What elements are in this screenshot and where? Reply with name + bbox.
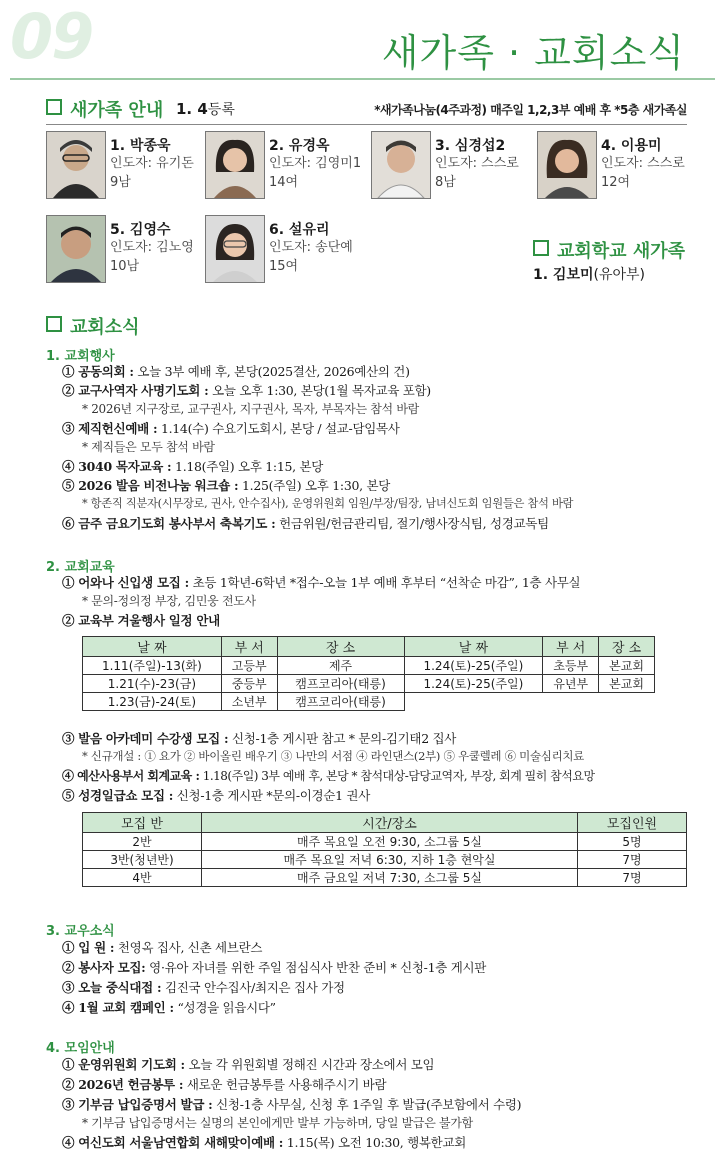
news-line-label: ⑥ 금주 금요기도회 봉사부서 축복기도 :: [62, 516, 276, 531]
news-line-label: ① 어와나 신입생 모집 :: [62, 575, 189, 590]
table-row: [83, 851, 687, 869]
news-line-text: 1.25(주일) 오후 1:30, 본당: [238, 478, 391, 493]
news-line-text: 1.15(목) 오전 10:30, 행복한교회: [283, 1135, 467, 1150]
table-header-row: [83, 813, 687, 833]
table-cell: [404, 693, 543, 711]
news-line: [62, 938, 262, 956]
member-name: 1. 박종욱: [110, 138, 171, 154]
table-cell: 본교회: [599, 675, 655, 693]
section-divider: [46, 124, 687, 125]
table-cell: 초등부: [543, 657, 599, 675]
person-photo-icon: [205, 131, 265, 199]
news-line-text: 김진국 안수집사/최지은 집사 가정: [161, 980, 345, 995]
table-header-cell: 모집인원: [578, 813, 687, 833]
member-card: [537, 131, 697, 201]
table-row: [83, 657, 655, 675]
news-line-label: ③ 기부금 납입증명서 발급 :: [62, 1097, 213, 1112]
member-card: [371, 131, 531, 201]
table-header-row: [83, 637, 655, 657]
news-line-text: 헌금위원/헌금관리팀, 절기/행사장식팀, 성경교독팀: [275, 516, 549, 531]
news-line-label: ① 공동의회 :: [62, 364, 134, 379]
member-name: 2. 유경옥: [269, 138, 330, 154]
news-line: [62, 573, 580, 591]
member-age: 8남: [435, 175, 456, 190]
table-cell: [599, 693, 655, 711]
subsection-title: 4. 모임안내: [46, 1041, 115, 1056]
table-cell: 1.24(토)-25(주일): [404, 675, 543, 693]
news-note: * 2026년 지구장로, 교구권사, 지구권사, 목자, 부목자는 참석 바람: [82, 402, 419, 416]
news-line: [62, 1133, 466, 1151]
table-cell: 캠프코리아(태릉): [277, 693, 404, 711]
news-line: [62, 457, 323, 475]
news-line: [62, 767, 595, 784]
person-photo-icon: [205, 215, 265, 283]
news-note: * 항존직 직분자(시무장로, 권사, 안수집사), 운영위원회 임원/부장/팀장, 남녀신도회 임원들은 참석 바람: [82, 497, 574, 510]
news-line-text: 1.18(주일) 오후 1:15, 본당: [171, 459, 324, 474]
news-line-text: 오늘 오후 1:30, 본당(1월 목자교육 포함): [208, 383, 431, 398]
news-note: * 제직들은 모두 참석 바람: [82, 440, 215, 454]
news-line-label: ⑤ 2026 발음 비전나눔 워크숍 :: [62, 478, 239, 493]
member-card: [205, 131, 365, 201]
square-bullet-icon: [46, 99, 62, 115]
news-note: * 신규개설 : ① 요가 ② 바이올린 배우기 ③ 나만의 서점 ④ 라인댄스(2부) ⑤ 우쿨렐레 ⑥ 미술심리치료: [82, 749, 584, 763]
news-line-text: 신청-1층 사무실, 신청 후 1주일 후 발급(주보함에서 수령): [212, 1097, 522, 1112]
news-line-label: ② 교구사역자 사명기도회 :: [62, 383, 209, 398]
news-line-label: ② 2026년 헌금봉투 :: [62, 1077, 184, 1092]
table-cell: 1.21(수)-23(금): [83, 675, 222, 693]
table-cell: 캠프코리아(태릉): [277, 675, 404, 693]
news-heading: [46, 313, 140, 339]
member-age: 12여: [601, 175, 631, 190]
news-line-label: ③ 발음 아카데미 수강생 모집 :: [62, 731, 229, 746]
table-header-cell: 부 서: [221, 637, 277, 657]
person-photo-icon: [46, 215, 106, 283]
school-member: [533, 264, 645, 284]
news-line-label: ① 운영위원회 기도회 :: [62, 1057, 185, 1072]
news-line-text: 1.14(수) 수요기도회시, 본당 / 설교-담임목사: [157, 421, 400, 436]
news-line: [62, 998, 276, 1016]
school-member-name: 1. 김보미: [533, 267, 594, 283]
member-guide: 인도자: 김영미1: [269, 156, 362, 171]
table-row: [83, 833, 687, 851]
table-header-cell: 부 서: [543, 637, 599, 657]
winter-schedule-table: [82, 636, 655, 711]
member-name: 3. 심경섭2: [435, 138, 506, 154]
news-line: [62, 362, 410, 380]
table-row: [83, 693, 655, 711]
news-line-text: 영·유아 자녀를 위한 주일 점심식사 반찬 준비 * 신청-1층 게시판: [145, 960, 487, 975]
table-cell: [543, 693, 599, 711]
news-line: [62, 611, 220, 629]
news-line-label: ④ 1월 교회 캠페인 :: [62, 1000, 174, 1015]
school-heading: [533, 237, 685, 263]
table-cell: 4반: [83, 869, 202, 887]
member-card: [46, 131, 206, 201]
news-line-label: ② 봉사자 모집:: [62, 960, 146, 975]
news-line-label: ④ 예산사용부서 회계교육 :: [62, 769, 200, 783]
school-member-dept: (유아부): [593, 267, 646, 283]
member-name: 5. 김영수: [110, 222, 171, 238]
table-header-cell: 장 소: [277, 637, 404, 657]
news-heading-text: 교회소식: [70, 317, 140, 338]
table-cell: 2반: [83, 833, 202, 851]
news-line-label: ④ 여신도회 서울남연합회 새해맞이예배 :: [62, 1135, 284, 1150]
member-card: [46, 215, 206, 285]
table-cell: 1.23(금)-24(토): [83, 693, 222, 711]
news-line: [62, 786, 370, 804]
member-age: 15여: [269, 259, 299, 274]
table-cell: 매주 금요일 저녁 7:30, 소그룹 5실: [202, 869, 578, 887]
date-value: 1. 4: [176, 100, 208, 118]
square-bullet-icon: [46, 316, 62, 332]
member-guide: 인도자: 스스로: [435, 156, 519, 171]
table-cell: 중등부: [221, 675, 277, 693]
table-header-cell: 시간/장소: [202, 813, 578, 833]
news-line: [62, 1075, 386, 1093]
news-line-label: ② 교육부 겨울행사 일정 안내: [62, 613, 220, 628]
member-guide: 인도자: 유기돈: [110, 156, 194, 171]
bible-study-table: [82, 812, 687, 887]
new-family-note: *새가족나눔(4주과정) 매주일 1,2,3부 예배 후 *5층 새가족실: [374, 103, 687, 117]
subsection-title: 1. 교회행사: [46, 349, 115, 364]
member-age: 10남: [110, 259, 140, 274]
table-cell: 5명: [578, 833, 687, 851]
square-bullet-icon: [533, 240, 549, 256]
table-cell: 7명: [578, 869, 687, 887]
news-line-label: ① 입 원 :: [62, 940, 115, 955]
date-suffix: 등록: [207, 102, 235, 118]
page-number: 09: [10, 0, 93, 73]
news-line-label: ⑤ 성경일급쇼 모집 :: [62, 788, 174, 803]
news-line: [62, 381, 431, 399]
new-family-heading-text: 새가족 안내: [70, 100, 164, 121]
news-line-text: 천영옥 집사, 신촌 세브란스: [114, 940, 263, 955]
table-row: [83, 675, 655, 693]
news-line-text: 새로운 헌금봉투를 사용해주시기 바람: [183, 1077, 387, 1092]
table-cell: 1.11(주일)-13(화): [83, 657, 222, 675]
table-cell: 매주 목요일 오전 9:30, 소그룹 5실: [202, 833, 578, 851]
news-line-text: 초등 1학년-6학년 *접수-오늘 1부 예배 후부터 “선착순 마감”, 1층 사무실: [188, 575, 581, 590]
news-note: * 문의-정의정 부장, 김민웅 전도사: [82, 594, 256, 608]
news-line-text: 신청-1층 게시판 *문의-이경순1 권사: [173, 788, 370, 803]
table-cell: 유년부: [543, 675, 599, 693]
news-line-label: ④ 3040 목자교육 :: [62, 459, 172, 474]
table-cell: 본교회: [599, 657, 655, 675]
news-line-text: “성경을 읽읍시다”: [173, 1000, 276, 1015]
news-line-label: ③ 제직헌신예배 :: [62, 421, 158, 436]
news-line: [62, 514, 549, 532]
news-line-label: ③ 오늘 중식대접 :: [62, 980, 162, 995]
table-header-cell: 장 소: [599, 637, 655, 657]
page-title: 새가족 · 교회소식: [381, 31, 685, 75]
member-guide: 인도자: 김노영: [110, 240, 194, 255]
new-family-heading: [46, 96, 163, 122]
table-cell: 소년부: [221, 693, 277, 711]
news-line-text: 오늘 각 위원회별 정해진 시간과 장소에서 모임: [184, 1057, 435, 1072]
title-divider: [10, 78, 715, 80]
table-cell: 7명: [578, 851, 687, 869]
member-card: [205, 215, 365, 285]
subsection-title: 2. 교회교육: [46, 560, 115, 575]
subsection-title: 3. 교우소식: [46, 924, 115, 939]
person-photo-icon: [46, 131, 106, 199]
member-guide: 인도자: 스스로: [601, 156, 685, 171]
news-note: * 기부금 납입증명서는 실명의 본인에게만 발부 가능하며, 당일 발급은 불가함: [82, 1116, 473, 1130]
member-name: 6. 설유리: [269, 222, 330, 238]
news-line: [62, 476, 390, 494]
person-photo-icon: [537, 131, 597, 199]
table-row: [83, 869, 687, 887]
table-header-cell: 날 짜: [83, 637, 222, 657]
table-header-cell: 모집 반: [83, 813, 202, 833]
news-line: [62, 958, 486, 976]
member-name: 4. 이용미: [601, 138, 662, 154]
school-heading-text: 교회학교 새가족: [557, 241, 685, 262]
table-cell: 3반(청년반): [83, 851, 202, 869]
news-line-text: 오늘 3부 예배 후, 본당(2025결산, 2026예산의 건): [133, 364, 410, 379]
table-cell: 제주: [277, 657, 404, 675]
member-guide: 인도자: 송단예: [269, 240, 353, 255]
news-line: [62, 1095, 521, 1113]
table-header-cell: 날 짜: [404, 637, 543, 657]
news-line: [62, 1055, 434, 1073]
member-age: 9남: [110, 175, 131, 190]
table-cell: 고등부: [221, 657, 277, 675]
news-line-text: 1.18(주일) 3부 예배 후, 본당 * 참석대상-담당교역자, 부장, 회계 필히 참석요망: [199, 769, 595, 783]
table-cell: 1.24(토)-25(주일): [404, 657, 543, 675]
member-age: 14여: [269, 175, 299, 190]
news-line: [62, 978, 345, 996]
person-photo-icon: [371, 131, 431, 199]
table-cell: 매주 목요일 저녁 6:30, 지하 1층 현악실: [202, 851, 578, 869]
news-line: [62, 419, 400, 437]
new-family-date: [176, 99, 235, 119]
news-line: [62, 729, 456, 747]
news-line-text: 신청-1층 게시판 참고 * 문의-김기태2 집사: [228, 731, 457, 746]
